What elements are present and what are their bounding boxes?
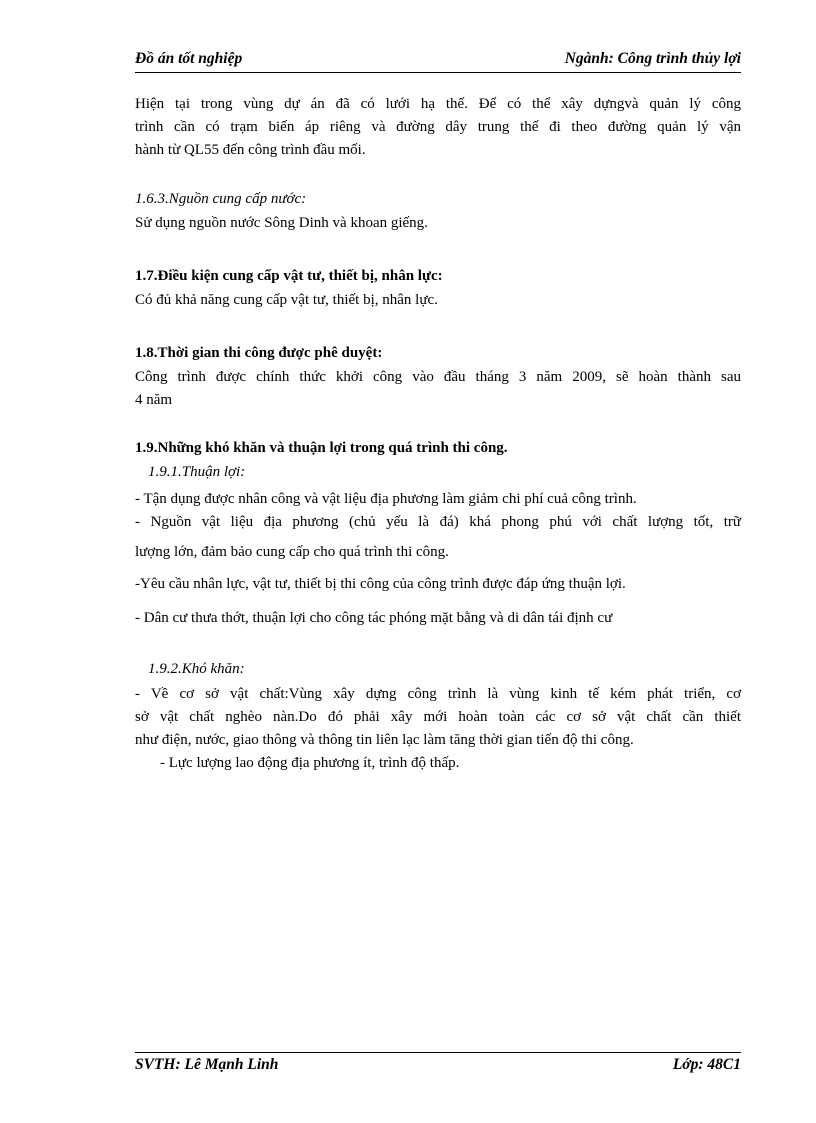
page-footer	[135, 1052, 741, 1080]
intro-line-3: hành từ QL55 đến công trình đầu mối.	[135, 142, 366, 158]
intro-line-2: trình cần có trạm biến áp riêng và đường dây trung thế đi theo đường quản lý vận	[135, 119, 741, 135]
advantage-2-line-2: lượng lớn, đảm bảo cung cấp cho quá trình thi công.	[135, 544, 449, 560]
advantage-3: -Yêu cầu nhân lực, vật tư, thiết bị thi công của công trình được đáp ứng thuận lợi.	[135, 576, 626, 592]
advantage-4: - Dân cư thưa thớt, thuận lợi cho công tác phóng mặt bằng và di dân tái định cư	[135, 610, 613, 626]
section-1-7-title: 1.7.Điều kiện cung cấp vật tư, thiết bị, nhân lực:	[135, 268, 443, 284]
difficulty-1-line-2: sở vật chất nghèo nàn.Do đó phải xây mới hoàn toàn các cơ sở vật chất cần thiết	[135, 709, 741, 725]
section-1-9-2-title: 1.9.2.Khó khăn:	[148, 661, 245, 677]
header-left: Đồ án tốt nghiệp	[135, 50, 243, 67]
header-right: Ngành: Công trình thủy lợi	[564, 50, 741, 67]
page-header	[135, 50, 741, 73]
section-1-6-3-title: 1.6.3.Nguồn cung cấp nước:	[135, 191, 307, 207]
difficulty-1-line-1: - Về cơ sở vật chất:Vùng xây dựng công trình là vùng kinh tế kém phát triển, cơ	[135, 686, 741, 702]
section-1-8-line-2: 4 năm	[135, 392, 173, 408]
section-1-6-3-body: Sử dụng nguồn nước Sông Dinh và khoan giếng.	[135, 215, 428, 231]
section-1-9-title: 1.9.Những khó khăn và thuận lợi trong quá trình thi công.	[135, 440, 508, 456]
footer-right: Lớp: 48C1	[672, 1056, 741, 1073]
section-1-8-line-1: Công trình được chính thức khởi công vào đầu tháng 3 năm 2009, sẽ hoàn thành sau	[135, 369, 741, 385]
section-1-8-title: 1.8.Thời gian thi công được phê duyệt:	[135, 345, 383, 361]
footer-left: SVTH: Lê Mạnh Linh	[135, 1056, 279, 1073]
advantage-1: - Tận dụng được nhân công và vật liệu địa phương làm giảm chi phí cuả công trình.	[135, 491, 637, 507]
section-1-9-1-title: 1.9.1.Thuận lợi:	[148, 464, 246, 480]
advantage-2-line-1: - Nguồn vật liệu địa phương (chủ yếu là đá) khá phong phú với chất lượng tốt, trữ	[135, 514, 741, 530]
intro-line-1: Hiện tại trong vùng dự án đã có lưới hạ thế. Để có thể xây dựngvà quản lý công	[135, 96, 741, 112]
difficulty-2: - Lực lượng lao động địa phương ít, trình độ thấp.	[160, 755, 460, 771]
section-1-7-body: Có đủ khả năng cung cấp vật tư, thiết bị, nhân lực.	[135, 292, 438, 308]
difficulty-1-line-3: như điện, nước, giao thông và thông tin liên lạc làm tăng thời gian tiến độ thi công.	[135, 732, 634, 748]
